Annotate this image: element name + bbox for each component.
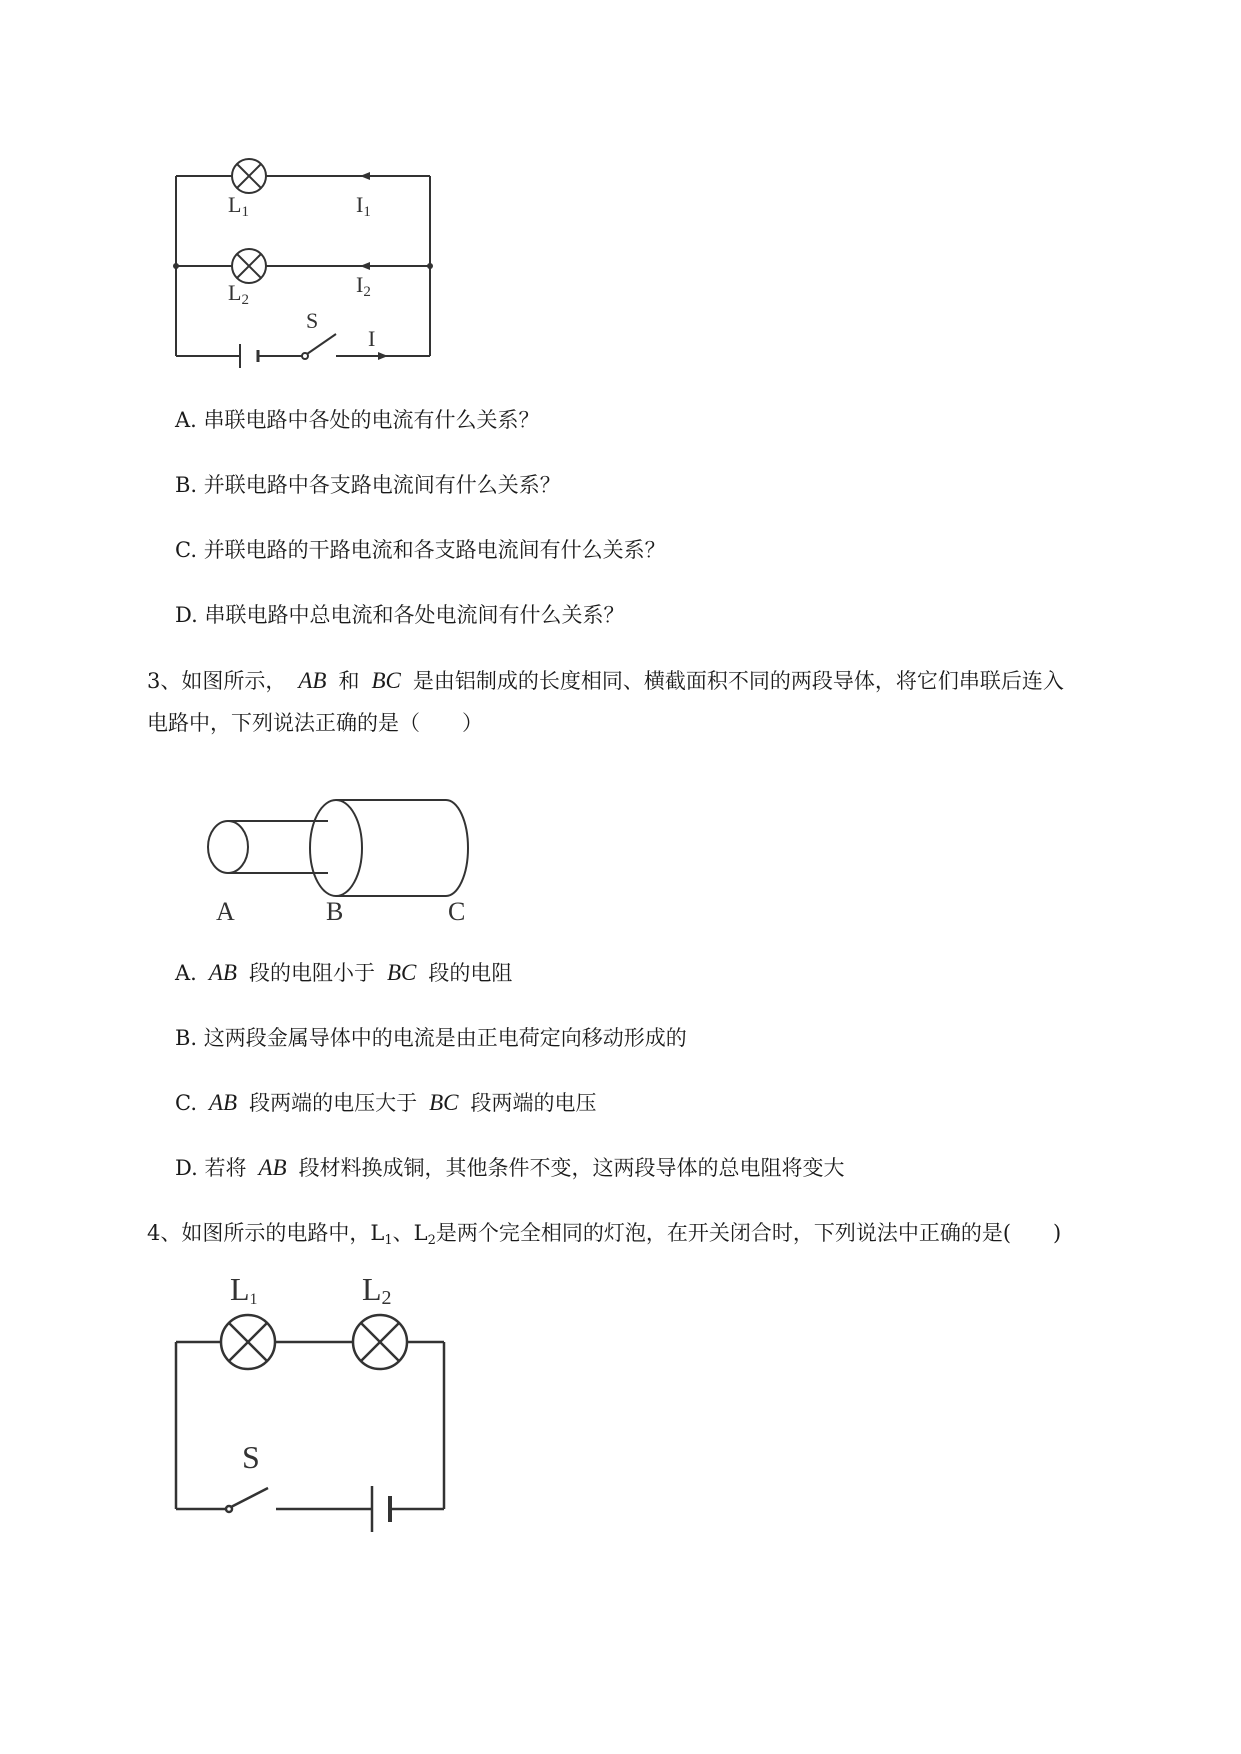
label-i2: I2	[356, 272, 371, 300]
q2-option-c: C. 并联电路的干路电流和各支路电流间有什么关系？	[175, 538, 666, 562]
q3-option-a: A. AB 段的电阻小于 BC 段的电阻	[175, 960, 513, 985]
conductor-diagram	[200, 780, 490, 925]
series-circuit-diagram	[160, 1262, 460, 1532]
q4-stem: 4、如图所示的电路中，$L_1$、$L_2$是两个完全相同的灯泡，在开关闭合时，下列说法中正确的是( )	[147, 1221, 1062, 1248]
q2-option-a: A. 串联电路中各处的电流有什么关系？	[175, 408, 540, 432]
q3-option-b: B. 这两段金属导体中的电流是由正电荷定向移动形成的	[175, 1026, 687, 1050]
label-l2: L2	[228, 280, 249, 308]
label-c: C	[448, 897, 466, 925]
q3-option-c: C. AB 段两端的电压大于 BC 段两端的电压	[175, 1090, 597, 1115]
label-a: A	[216, 897, 235, 925]
label-i: I	[368, 326, 376, 351]
label-l1: L1	[230, 1271, 258, 1308]
label-l1: L1	[228, 192, 249, 220]
label-i1: I1	[356, 192, 371, 220]
parallel-circuit-diagram	[160, 140, 450, 370]
q2-option-d: D. 串联电路中总电流和各处电流间有什么关系？	[175, 603, 625, 627]
label-b: B	[326, 897, 344, 925]
label-s: S	[306, 308, 319, 333]
q3-option-d: D. 若将 AB 段材料换成铜，其他条件不变，这两段导体的总电阻将变大	[175, 1155, 845, 1180]
q2-option-b: B. 并联电路中各支路电流间有什么关系？	[175, 473, 561, 497]
label-s: S	[242, 1439, 260, 1475]
q3-stem-line1: 3、如图所示， AB 和 BC 是由铝制成的长度相同、横截面积不同的两段导体，将它们串联后连入	[147, 668, 1064, 693]
q3-stem-line2: 电路中，下列说法正确的是（ ）	[147, 711, 483, 735]
label-l2: L2	[362, 1271, 392, 1309]
